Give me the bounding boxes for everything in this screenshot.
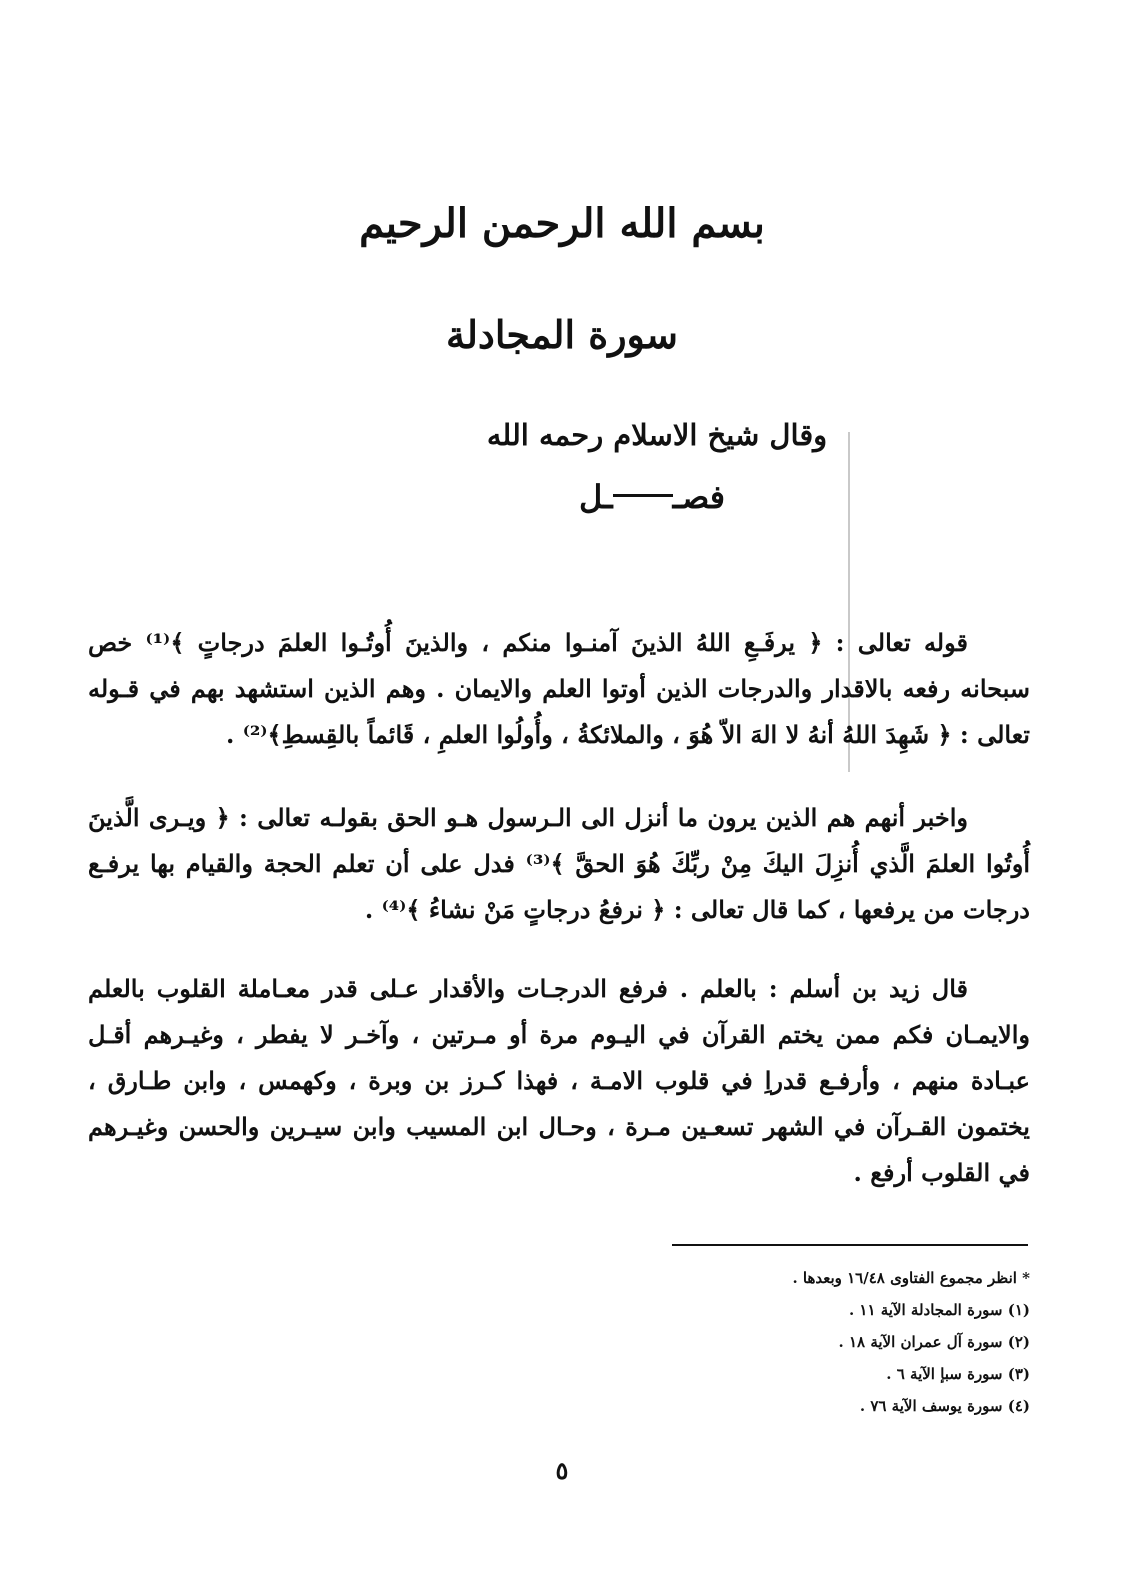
surah-title: سورة المجادلة <box>445 312 679 357</box>
paragraph-1-text: قوله تعالى : ﴿ يرفَـعِ اللهُ الذينَ آمنـوا منكم ، والذينَ أُوتُـوا العلمَ درجاتٍ ﴾⁽¹⁾ خص سبحانه رفعه بالاقدار والدرجات الذين أوتوا العلم والايمان . وهم الذين استشهد بهم في قـوله تعالى : ﴿ شَهِدَ اللهُ أنهُ لا الهَ الاّ هُوَ ، والملائكةُ ، وأُولُوا العلمِ ، قَائماً بالقِسطِ﴾⁽²⁾ . <box>88 628 1030 749</box>
section-word-end: ـل <box>578 478 613 516</box>
footnote-item: (٣) سورة سبإ الآية ٦ . <box>886 1365 1030 1383</box>
footnote-divider <box>672 1244 1028 1246</box>
section-heading <box>90 478 1124 516</box>
footnote-item: (٤) سورة يوسف الآية ٧٦ . <box>859 1397 1030 1415</box>
basmala-heading: بسم الله الرحمن الرحيم <box>359 200 765 247</box>
kashida-stroke <box>613 494 673 497</box>
footnotes <box>600 1262 1030 1422</box>
paragraph-2-text: واخبر أنهم هم الذين يرون ما أنزل الى الـرسول هـو الحق بقولـه تعالى : ﴿ ويـرى الَّذينَ أُوتُوا العلمَ الَّذي أُنزِلَ اليكَ مِنْ ربِّكَ هُوَ الحقَّ ﴾⁽³⁾ فدل على أن تعلم الحجة والقيام بها يرفـع درجات من يرفعها ، كما قال تعالى : ﴿ نرفعُ درجاتٍ مَنْ نشاءُ ﴾⁽⁴⁾ . <box>88 803 1030 924</box>
page-number: ٥ <box>555 1456 569 1485</box>
paragraph-2 <box>88 795 1030 933</box>
footnote-item: * انظر مجموع الفتاوى ١٦/٤٨ وبعدها . <box>792 1269 1030 1287</box>
footnote-item: (١) سورة المجادلة الآية ١١ . <box>848 1301 1030 1319</box>
section-word-start: فصـ <box>672 478 726 516</box>
paragraph-3 <box>88 966 1030 1196</box>
paragraph-3-text: قال زيد بن أسلم : بالعلم . فرفع الدرجـات والأقدار عـلى قدر معـاملة القلوب بالعلم والايمـان فكم ممن يختم القرآن في اليـوم مرة أو مـرتين ، وآخـر لا يفطر ، وغيـرهم أقـل عبـادة منهم ، وأرفـع قدراِ في قلوب الامـة ، فهذا كـرز بن وبرة ، وكهمس ، وابن طـارق ، يختمون القـرآن في الشهر تسعـين مـرة ، وحـال ابن المسيب وابن سيـرين والحسن وغيـرهم في القلوب أرفع . <box>88 974 1030 1187</box>
sheikh-attribution: وقال شيخ الاسلام رحمه الله <box>486 418 828 452</box>
footnote-item: (٢) سورة آل عمران الآية ١٨ . <box>838 1333 1030 1351</box>
paragraph-1 <box>88 620 1030 758</box>
